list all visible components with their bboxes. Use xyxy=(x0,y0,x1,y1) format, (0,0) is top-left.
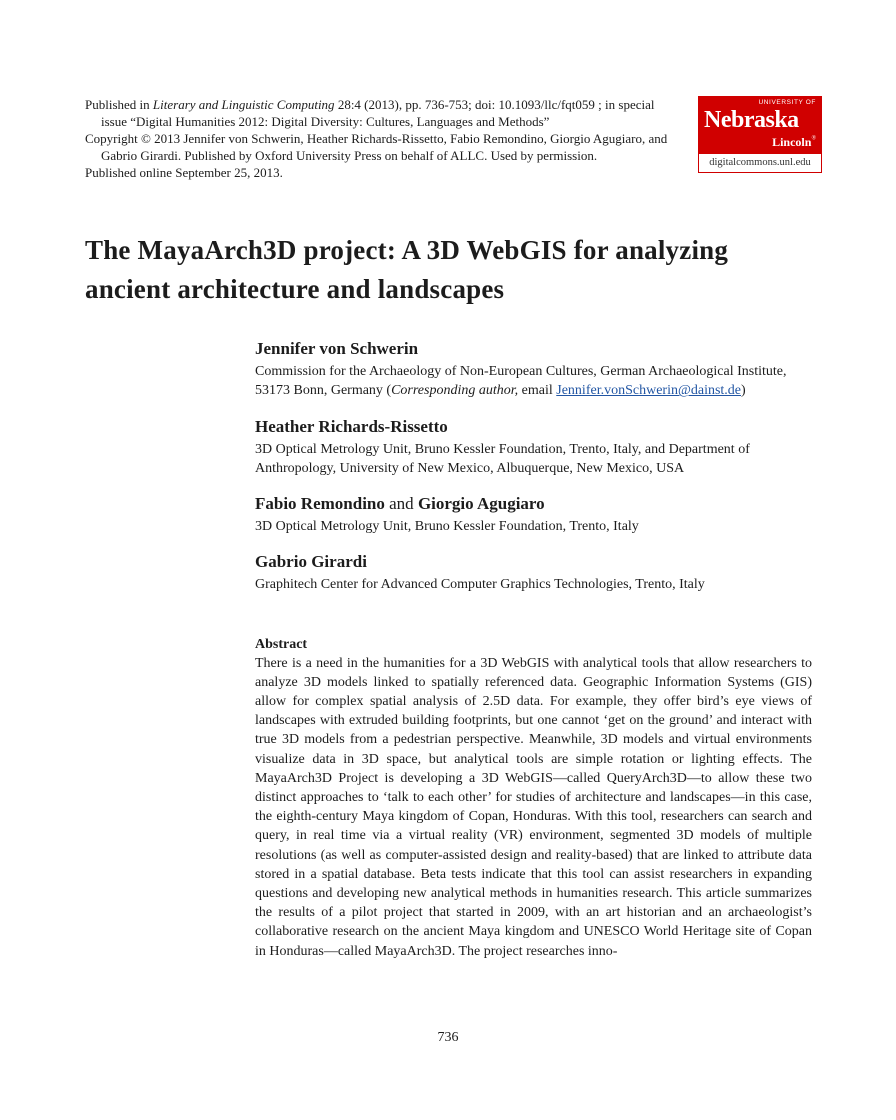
header-row xyxy=(85,96,822,181)
abstract-text: There is a need in the humanities for a 3D WebGIS with analytical tools that allow researchers to analyze 3D models linked to spatially referenced data. Geographic Information Systems (GIS) allow for complex spatial analysis of 2.5D data. For example, they offer bird’s eye views of landscapes with extruded building footprints, but one cannot ‘get on the ground’ and interact with true 3D models from a pedestrian perspective. Meanwhile, 3D models and virtual environments visualize data in 3D space, but analytical tools are simple rotation or lighting effects. The MayaArch3D Project is developing a 3D WebGIS—called QueryArch3D—to allow these two distinct approaches to ‘talk to each other’ for studies of architecture and landscapes—in this case, the eighth-century Maya kingdom of Copan, Honduras. With this tool, researchers can search and query, in real time via a virtual reality (VR) environment, segmented 3D models of multiple resolutions (as well as computer-assisted design and reality-based) that are linked to attribute data stored in a spatial database. Beta tests indicate that this tool can assist researchers in expanding questions and developing new analytical methods in humanities research. This article summarizes the results of a pilot project that started in 2009, with an art historian and an archaeologist’s collaborative research on the ancient Maya kingdom and UNESCO World Heritage site of Copan in Honduras—called MayaArch3D. The project researches inno- xyxy=(255,655,812,959)
copyright-note: Copyright © 2013 Jennifer von Schwerin, Heather Richards-Rissetto, Fabio Remondino, Giorgio Agugiaro, and Gabrio Girardi. Published by Oxford University Press on behalf of ALLC. Used by permission. xyxy=(85,131,668,163)
registered-mark-icon: ® xyxy=(811,135,816,142)
affiliation-text: Commission for the Archaeology of Non-European Cultures, German Archaeological Institute, 53173 Bonn, Germany ( xyxy=(255,364,787,399)
abstract-section xyxy=(255,637,812,961)
author-name: Fabio Remondino xyxy=(255,494,385,514)
author-block xyxy=(255,417,812,478)
author-block xyxy=(255,494,812,536)
author-block xyxy=(255,552,812,594)
affiliation-text-close: ) xyxy=(741,383,746,399)
corresponding-author-note: Corresponding author, xyxy=(391,383,519,399)
author-affiliation: 3D Optical Metrology Unit, Bruno Kessler Foundation, Trento, Italy, and Department of Anthropology, University of New Mexico, Albuquerque, New Mexico, USA xyxy=(255,441,750,476)
unl-logo xyxy=(698,96,822,173)
lincoln-row xyxy=(704,134,816,150)
author-affiliation: 3D Optical Metrology Unit, Bruno Kessler Foundation, Trento, Italy xyxy=(255,519,639,535)
author-name: Gabrio Girardi xyxy=(255,552,367,572)
nebraska-wordmark-row xyxy=(704,108,816,132)
lincoln-label: Lincoln xyxy=(772,134,812,149)
publication-note xyxy=(85,96,681,181)
author-name: Giorgio Agugiaro xyxy=(417,494,545,514)
citation-prefix: Published in xyxy=(85,97,153,112)
author-name: Jennifer von Schwerin xyxy=(255,339,419,359)
nebraska-wordmark: Nebraska xyxy=(704,106,799,133)
digitalcommons-url: digitalcommons.unl.edu xyxy=(699,154,821,173)
nebraska-logo-mark xyxy=(699,97,821,154)
publication-citation xyxy=(85,96,681,130)
author-affiliation: Graphitech Center for Advanced Computer Graphics Technologies, Trento, Italy xyxy=(255,577,705,593)
author-block xyxy=(255,339,812,400)
page-number: 736 xyxy=(0,1030,896,1046)
journal-name-italic: Literary and Linguistic Computing xyxy=(152,97,335,112)
author-affiliation xyxy=(255,362,812,400)
content-column xyxy=(255,339,812,960)
author-name: Heather Richards-Rissetto xyxy=(255,416,448,436)
and-conjunction: and xyxy=(384,494,418,514)
paper-title: The MayaArch3D project: A 3D WebGIS for analyzing ancient architecture and landscapes xyxy=(85,235,729,305)
citation-suffix: 28:4 (2013), pp. 736-753; doi: 10.1093/llc/fqt059 ; in special issue “Digital Humanities 2012: Digital Diversity: Cultures, Languages and Methods” xyxy=(101,97,655,129)
university-of-label: UNIVERSITY OF xyxy=(758,99,816,106)
published-online-note: Published online September 25, 2013. xyxy=(85,165,283,180)
author-name-pair xyxy=(255,494,812,514)
email-label: email xyxy=(518,383,557,399)
abstract-heading: Abstract xyxy=(255,636,308,652)
email-link[interactable]: Jennifer.vonSchwerin@dainst.de xyxy=(556,383,742,399)
